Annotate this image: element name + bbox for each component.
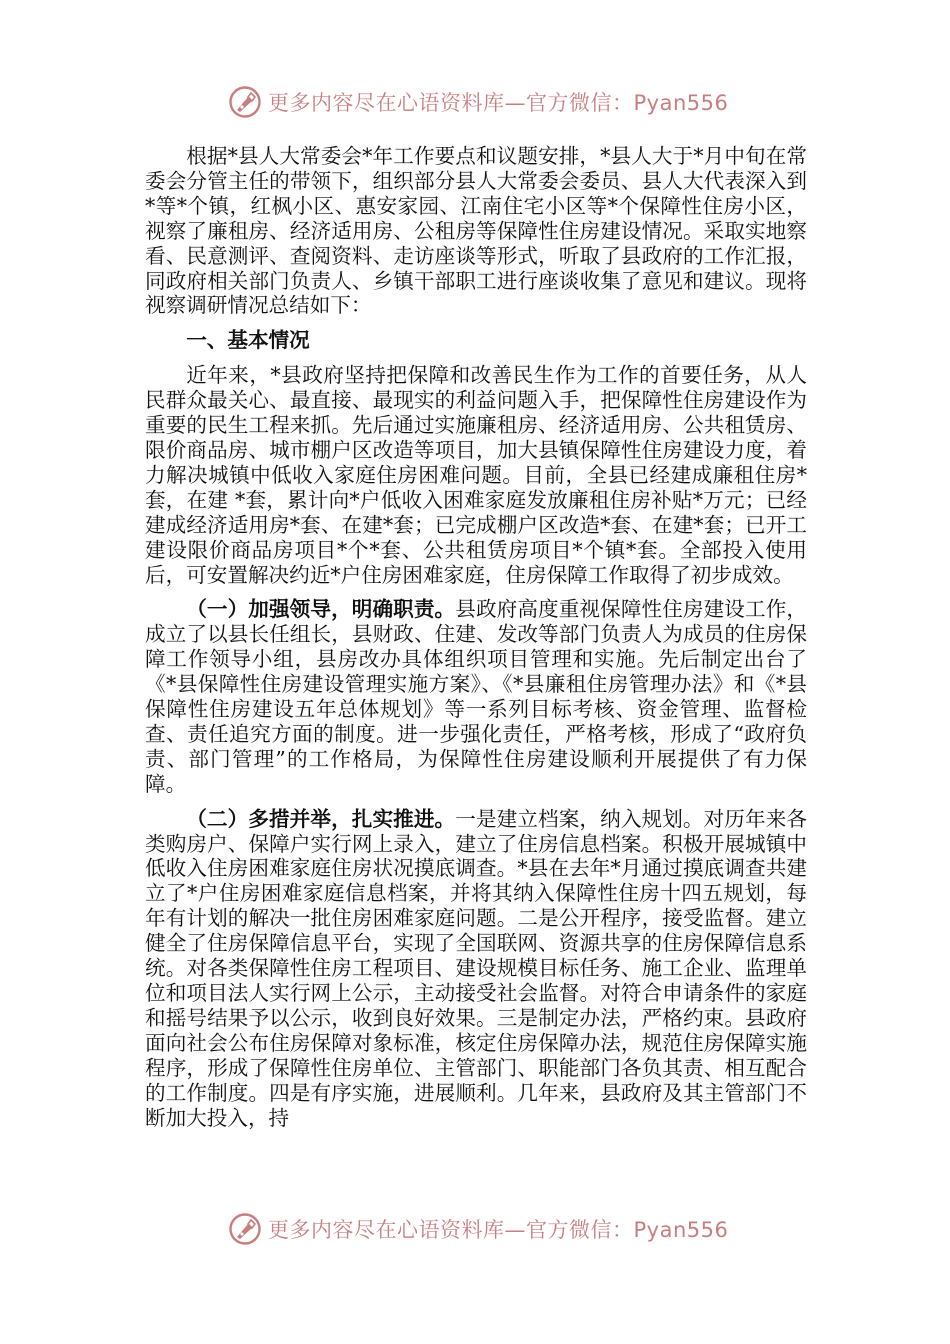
section-heading-basic-situation: 一、基本情况 [186,328,310,353]
subsection1-body: 县政府高度重视保障性住房建设工作，成立了以县长任组长，县财政、住建、发改等部门负责人为成员的住房保障工作领导小组，县房改办具体组织项目管理和实施。先后制定出台了《*县保障性住房建设管理实施方案》、《*县廉租住房管理办法》和《*县保障性住房建设五年总体规划》等一系列目标考核、资金管理、监督检查、责任追究方面的制度。进一步强化责任，严格考核，形成了“政府负责、部门管理”的工作格局，为保障性住房建设顺利开展提供了有力保障。 [145,597,807,796]
pen-nib-logo-icon [228,85,262,119]
watermark-text: 更多内容尽在心语资料库—官方微信：Pyan556 [268,1218,729,1242]
section1-paragraph: 近年来，*县政府坚持把保障和改善民生作为工作的首要任务，从人民群众最关心、最直接、最现实的利益问题入手，把保障性住房建设作为重要的民生工程来抓。先后通过实施廉租房、经济适用房、公共租赁房、限价商品房、城市棚户区改造等项目，加大县镇保障性住房建设力度，着力解决城镇中低收入家庭住房困难问题。目前，全县已经建成廉租住房*套，在建 *套，累计向*户低收入困难家庭发放廉租住房补贴*万元；已经建成经济适用房*套、在建*套；已完成棚户区改造*套、在建*套；已开工建设限价商品房项目*个*套、公共租赁房项目*个镇*套。全部投入使用后，可安置解决约近*户住房困难家庭，住房保障工作取得了初步成效。 [145,363,807,587]
watermark-banner-bottom [228,1211,728,1247]
subsection2-paragraph [145,807,807,1131]
subsection2-body: 一是建立档案，纳入规划。对历年来各类购房户、保障户实行网上录入，建立了住房信息档案。积极开展城镇中低收入住房困难家庭住房状况摸底调查。*县在去年*月通过摸底调查共建立了*户住房困难家庭信息档案，并将其纳入保障性住房十四五规划，每年有计划的解决一批住房困难家庭问题。二是公开程序，接受监督。建立健全了住房保障信息平台，实现了全国联网、资源共享的住房保障信息系统。对各类保障性住房工程项目、建设规模目标任务、施工企业、监理单位和项目法人实行网上公示，主动接受社会监督。对符合申请条件的家庭和摇号结果予以公示，收到良好效果。三是制定办法，严格约束。县政府面向社会公布住房保障对象标准，核定住房保障办法，规范住房保障实施程序，形成了保障性住房单位、主管部门、职能部门各负其责、相互配合的工作制度。四是有序实施，进展顺利。几年来，县政府及其主管部门不断加大投入，持 [145,806,807,1130]
pen-nib-logo-icon [228,1212,262,1246]
watermark-text: 更多内容尽在心语资料库—官方微信：Pyan556 [268,91,729,115]
intro-paragraph: 根据*县人大常委会*年工作要点和议题安排，*县人大于*月中旬在常委会分管主任的带领下，组织部分县人大常委会委员、县人大代表深入到*等*个镇，红枫小区、惠安家园、江南住宅小区等*个保障性住房小区，视察了廉租房、经济适用房、公租房等保障性住房建设情况。采取实地察看、民意测评、查阅资料、走访座谈等形式，听取了县政府的工作汇报，同政府相关部门负责人、乡镇干部职工进行座谈收集了意见和建议。现将视察调研情况总结如下： [145,144,807,318]
subsection1-paragraph [145,597,807,796]
subsection2-lead: （二）多措并举，扎实推进。 [186,806,456,831]
subsection1-lead: （一）加强领导，明确职责。 [186,597,456,622]
watermark-banner-top [228,84,728,120]
document-body [145,144,807,1140]
